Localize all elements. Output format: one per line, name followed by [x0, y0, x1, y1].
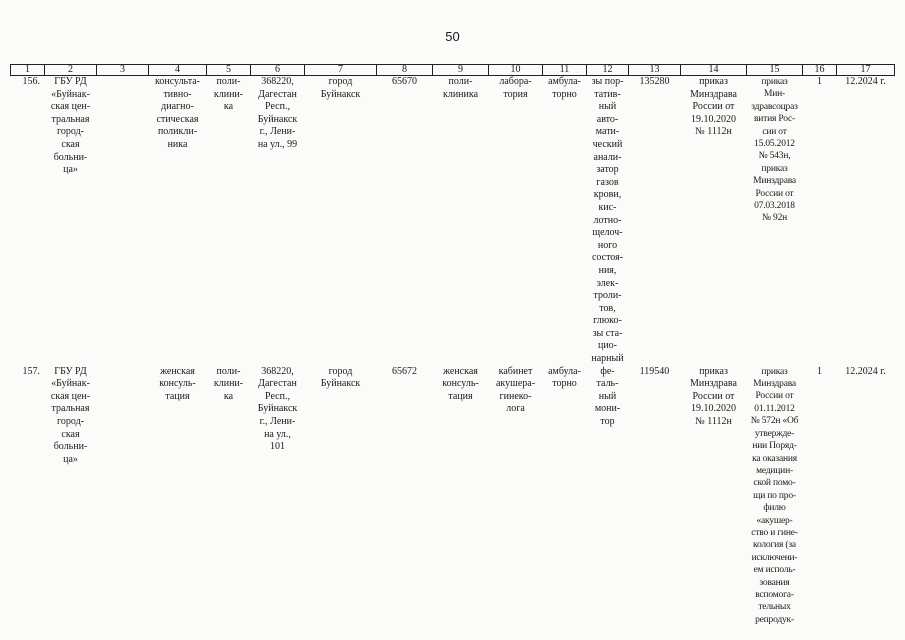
address-line: Буйнакск: [257, 403, 298, 415]
delivery-date-line: 12.2024 г.: [845, 365, 886, 377]
standard-basis-line: зования: [759, 577, 790, 588]
order-basis-line: приказ: [699, 365, 728, 377]
equipment-line: щелоч-: [592, 227, 623, 239]
equipment-line: тов,: [599, 302, 616, 314]
department-line: тация: [448, 390, 473, 402]
care-form-line: амбула-: [548, 365, 581, 377]
equipment-line: ния,: [598, 264, 617, 276]
equipment-line: состоя-: [591, 252, 624, 264]
address-line: на ул.,: [264, 428, 291, 440]
room-line: лабора-: [499, 76, 532, 87]
column-number-14: 14: [681, 65, 747, 76]
row-number-cell: [11, 76, 45, 366]
cost-line: 119540: [639, 365, 670, 377]
organization-line: ская: [61, 138, 80, 150]
equipment-line: мони-: [594, 403, 621, 415]
code-cell: [377, 366, 433, 627]
organization-line: город-: [57, 126, 84, 138]
unit-name-line: тивно-: [163, 88, 192, 100]
room-line: акушера-: [495, 378, 536, 390]
cost-line: 135280: [639, 76, 670, 87]
order-basis-line: Минздрава: [690, 378, 737, 390]
column-number-8: 8: [377, 65, 433, 76]
column-number-12: 12: [587, 65, 629, 76]
unit-name-line: консуль-: [159, 378, 196, 390]
equipment-line: мати-: [595, 126, 620, 138]
column-number-6: 6: [251, 65, 305, 76]
locality-line: город: [328, 76, 353, 87]
equipment-line: кис-: [598, 201, 617, 213]
standard-basis-line: ской помо-: [753, 478, 796, 489]
column-number-row: [11, 65, 895, 76]
column-number-7: 7: [305, 65, 377, 76]
code-cell: [377, 76, 433, 366]
department-line: поли-: [448, 76, 473, 87]
standard-basis-line: вспомога-: [755, 589, 794, 600]
address-cell: [251, 366, 305, 627]
unit-type-line: ка: [223, 101, 234, 113]
equipment-line: глюко-: [593, 315, 622, 327]
equipment-line: зы пор-: [591, 76, 624, 87]
department-line: консуль-: [442, 378, 479, 390]
equipment-line: затор: [596, 164, 619, 176]
equipment-cell: [587, 76, 629, 366]
equipment-line: нарный: [591, 353, 624, 365]
standard-basis-line: ство и гине-: [751, 527, 798, 538]
row-number-cell: [11, 366, 45, 627]
column-number-5: 5: [207, 65, 251, 76]
order-basis-line: России от: [692, 390, 735, 402]
column-number-13: 13: [629, 65, 681, 76]
register-table: [10, 64, 895, 626]
organization-line: ца»: [63, 164, 78, 176]
quantity-line: 1: [817, 365, 822, 377]
unit-name-line: женская: [160, 365, 195, 377]
care-form-line: амбула-: [548, 76, 581, 87]
standard-basis-line: 07.03.2018: [754, 201, 795, 212]
department-line: клиника: [442, 88, 479, 100]
order-basis-line: 19.10.2020: [691, 113, 736, 125]
unit-type-cell: [207, 76, 251, 366]
organization-line: «Буйнак-: [51, 378, 90, 390]
unit-type-line: клини-: [213, 88, 244, 100]
organization-line: ская цен-: [50, 101, 91, 113]
standard-basis-line: здравсоцраз: [751, 101, 798, 112]
equipment-line: авто-: [596, 113, 619, 125]
department-cell: [433, 76, 489, 366]
standard-basis-line: утвержде-: [754, 428, 795, 439]
standard-basis-line: № 572н «Об: [750, 416, 799, 427]
standard-basis-line: Мин-: [764, 89, 785, 100]
unit-name-line: диагно-: [161, 101, 194, 113]
address-line: Дагестан: [258, 378, 297, 390]
organization-line: ская: [61, 428, 80, 440]
unit-type-line: поли-: [216, 365, 241, 377]
column-number-10: 10: [489, 65, 543, 76]
order-basis-line: 19.10.2020: [691, 403, 736, 415]
organization-line: ГБУ РД: [54, 365, 87, 377]
organization-line: тральная: [51, 403, 90, 415]
unit-name-line: консульта-: [155, 76, 200, 87]
quantity-cell: [803, 366, 837, 627]
table-row: [11, 76, 895, 366]
equipment-line: ный: [598, 101, 617, 113]
order-basis-line: № 1112н: [695, 126, 732, 138]
department-line: женская: [443, 365, 478, 377]
row-number-line: 157.: [22, 365, 40, 377]
standard-basis-line: вития Рос-: [754, 114, 795, 125]
organization-line: ГБУ РД: [54, 76, 87, 87]
page-number: 50: [445, 29, 460, 44]
standard-basis-line: филю: [763, 503, 786, 514]
equipment-line: цио-: [597, 340, 618, 352]
column-number-16: 16: [803, 65, 837, 76]
column-number-4: 4: [149, 65, 207, 76]
order-basis-line: приказ: [699, 76, 728, 87]
quantity-line: 1: [817, 76, 822, 87]
room-cell: [489, 76, 543, 366]
address-line: Дагестан: [258, 88, 297, 100]
locality-cell: [305, 366, 377, 627]
standard-basis-line: медицин-: [756, 465, 793, 476]
department-cell: [433, 366, 489, 627]
standard-basis-line: «акушер-: [756, 515, 793, 526]
delivery-date-cell: [837, 366, 895, 627]
unit-type-line: ка: [223, 390, 234, 402]
care-form-line: торно: [552, 88, 577, 100]
equipment-line: ческий: [592, 138, 623, 150]
order-basis-line: России от: [692, 101, 735, 113]
order-basis-cell: [681, 366, 747, 627]
cost-cell: [629, 366, 681, 627]
standard-basis-line: ка оказания: [752, 453, 797, 464]
room-line: тория: [503, 88, 528, 100]
standard-basis-line: ем исполь-: [753, 565, 796, 576]
address-line: г., Лени-: [259, 126, 296, 138]
standard-basis-line: кология (за: [753, 540, 796, 551]
equipment-line: элек-: [596, 277, 619, 289]
locality-cell: [305, 76, 377, 366]
organization-cell: [45, 366, 97, 627]
room-line: гинеко-: [499, 390, 532, 402]
column-number-1: 1: [11, 65, 45, 76]
standard-basis-line: тельных: [758, 602, 791, 613]
standard-basis-line: приказ: [761, 163, 788, 174]
unit-name-cell: [149, 76, 207, 366]
address-line: на ул., 99: [257, 138, 298, 150]
unit-type-line: клини-: [213, 378, 244, 390]
address-cell: [251, 76, 305, 366]
care-form-cell: [543, 76, 587, 366]
unit-name-line: стическая: [156, 113, 199, 125]
address-line: 101: [270, 441, 285, 453]
equipment-line: троли-: [593, 290, 622, 302]
organization-line: ца»: [63, 453, 78, 465]
standard-basis-line: № 543н,: [758, 151, 791, 162]
organization-line: город-: [57, 416, 84, 428]
address-line: Респ.,: [265, 390, 290, 402]
standard-basis-line: сии от: [762, 126, 787, 137]
table-row: [11, 366, 895, 627]
standard-basis-line: № 92н: [761, 213, 788, 224]
equipment-line: газов: [596, 176, 619, 188]
code-line: 65672: [392, 365, 417, 377]
locality-line: Буйнакск: [320, 378, 361, 390]
address-line: г., Лени-: [259, 416, 296, 428]
equipment-line: анали-: [593, 151, 622, 163]
unit-name-cell: [149, 366, 207, 627]
equipment-line: ного: [597, 239, 618, 251]
column-number-15: 15: [747, 65, 803, 76]
equipment-line: крови,: [593, 189, 622, 201]
organization-line: «Буйнак-: [51, 88, 90, 100]
address-line: 368220,: [261, 76, 294, 87]
unit-type-line: поли-: [216, 76, 241, 87]
standard-basis-line: Минздрава: [753, 379, 796, 390]
row-number-line: 156.: [22, 76, 40, 87]
standard-basis-line: 01.11.2012: [754, 403, 795, 414]
address-line: Буйнакск: [257, 113, 298, 125]
standard-basis-line: России от: [755, 391, 794, 402]
column-3-cell: [97, 366, 149, 627]
equipment-line: татив-: [594, 88, 621, 100]
delivery-date-cell: [837, 76, 895, 366]
order-basis-cell: [681, 76, 747, 366]
standard-basis-line: репродук-: [755, 614, 794, 625]
organization-cell: [45, 76, 97, 366]
order-basis-line: № 1112н: [695, 416, 732, 428]
code-line: 65670: [392, 76, 417, 87]
quantity-cell: [803, 76, 837, 366]
delivery-date-line: 12.2024 г.: [845, 76, 886, 87]
room-cell: [489, 366, 543, 627]
cost-cell: [629, 76, 681, 366]
address-line: 368220,: [261, 365, 294, 377]
order-basis-line: Минздрава: [690, 88, 737, 100]
column-3-cell: [97, 76, 149, 366]
equipment-line: ный: [598, 390, 617, 402]
standard-basis-line: 15.05.2012: [754, 139, 795, 150]
column-number-2: 2: [45, 65, 97, 76]
equipment-line: таль-: [596, 378, 619, 390]
standard-basis-line: нии Поряд-: [752, 441, 797, 452]
equipment-line: фе-: [600, 365, 615, 377]
room-line: кабинет: [498, 365, 533, 377]
address-line: Респ.,: [265, 101, 290, 113]
care-form-cell: [543, 366, 587, 627]
organization-line: больни-: [53, 151, 88, 163]
locality-line: город: [328, 365, 353, 377]
care-form-line: торно: [552, 378, 577, 390]
standard-basis-cell: [747, 76, 803, 366]
organization-line: тральная: [51, 113, 90, 125]
standard-basis-line: исключени-: [751, 552, 798, 563]
room-line: лога: [506, 403, 525, 415]
unit-type-cell: [207, 366, 251, 627]
standard-basis-line: щи по про-: [753, 490, 796, 501]
unit-name-line: ника: [167, 138, 188, 150]
column-number-9: 9: [433, 65, 489, 76]
organization-line: больни-: [53, 441, 88, 453]
equipment-line: тор: [600, 416, 615, 428]
equipment-cell: [587, 366, 629, 627]
unit-name-line: поликли-: [157, 126, 198, 138]
column-number-3: 3: [97, 65, 149, 76]
standard-basis-line: России от: [755, 188, 794, 199]
equipment-line: зы ста-: [592, 327, 623, 339]
locality-line: Буйнакск: [320, 88, 361, 100]
standard-basis-cell: [747, 366, 803, 627]
standard-basis-line: Минздрава: [753, 176, 796, 187]
standard-basis-line: приказ: [761, 366, 788, 377]
organization-line: ская цен-: [50, 390, 91, 402]
equipment-line: лотно-: [593, 214, 622, 226]
unit-name-line: тация: [165, 390, 190, 402]
standard-basis-line: приказ: [761, 77, 788, 87]
column-number-11: 11: [543, 65, 587, 76]
column-number-17: 17: [837, 65, 895, 76]
